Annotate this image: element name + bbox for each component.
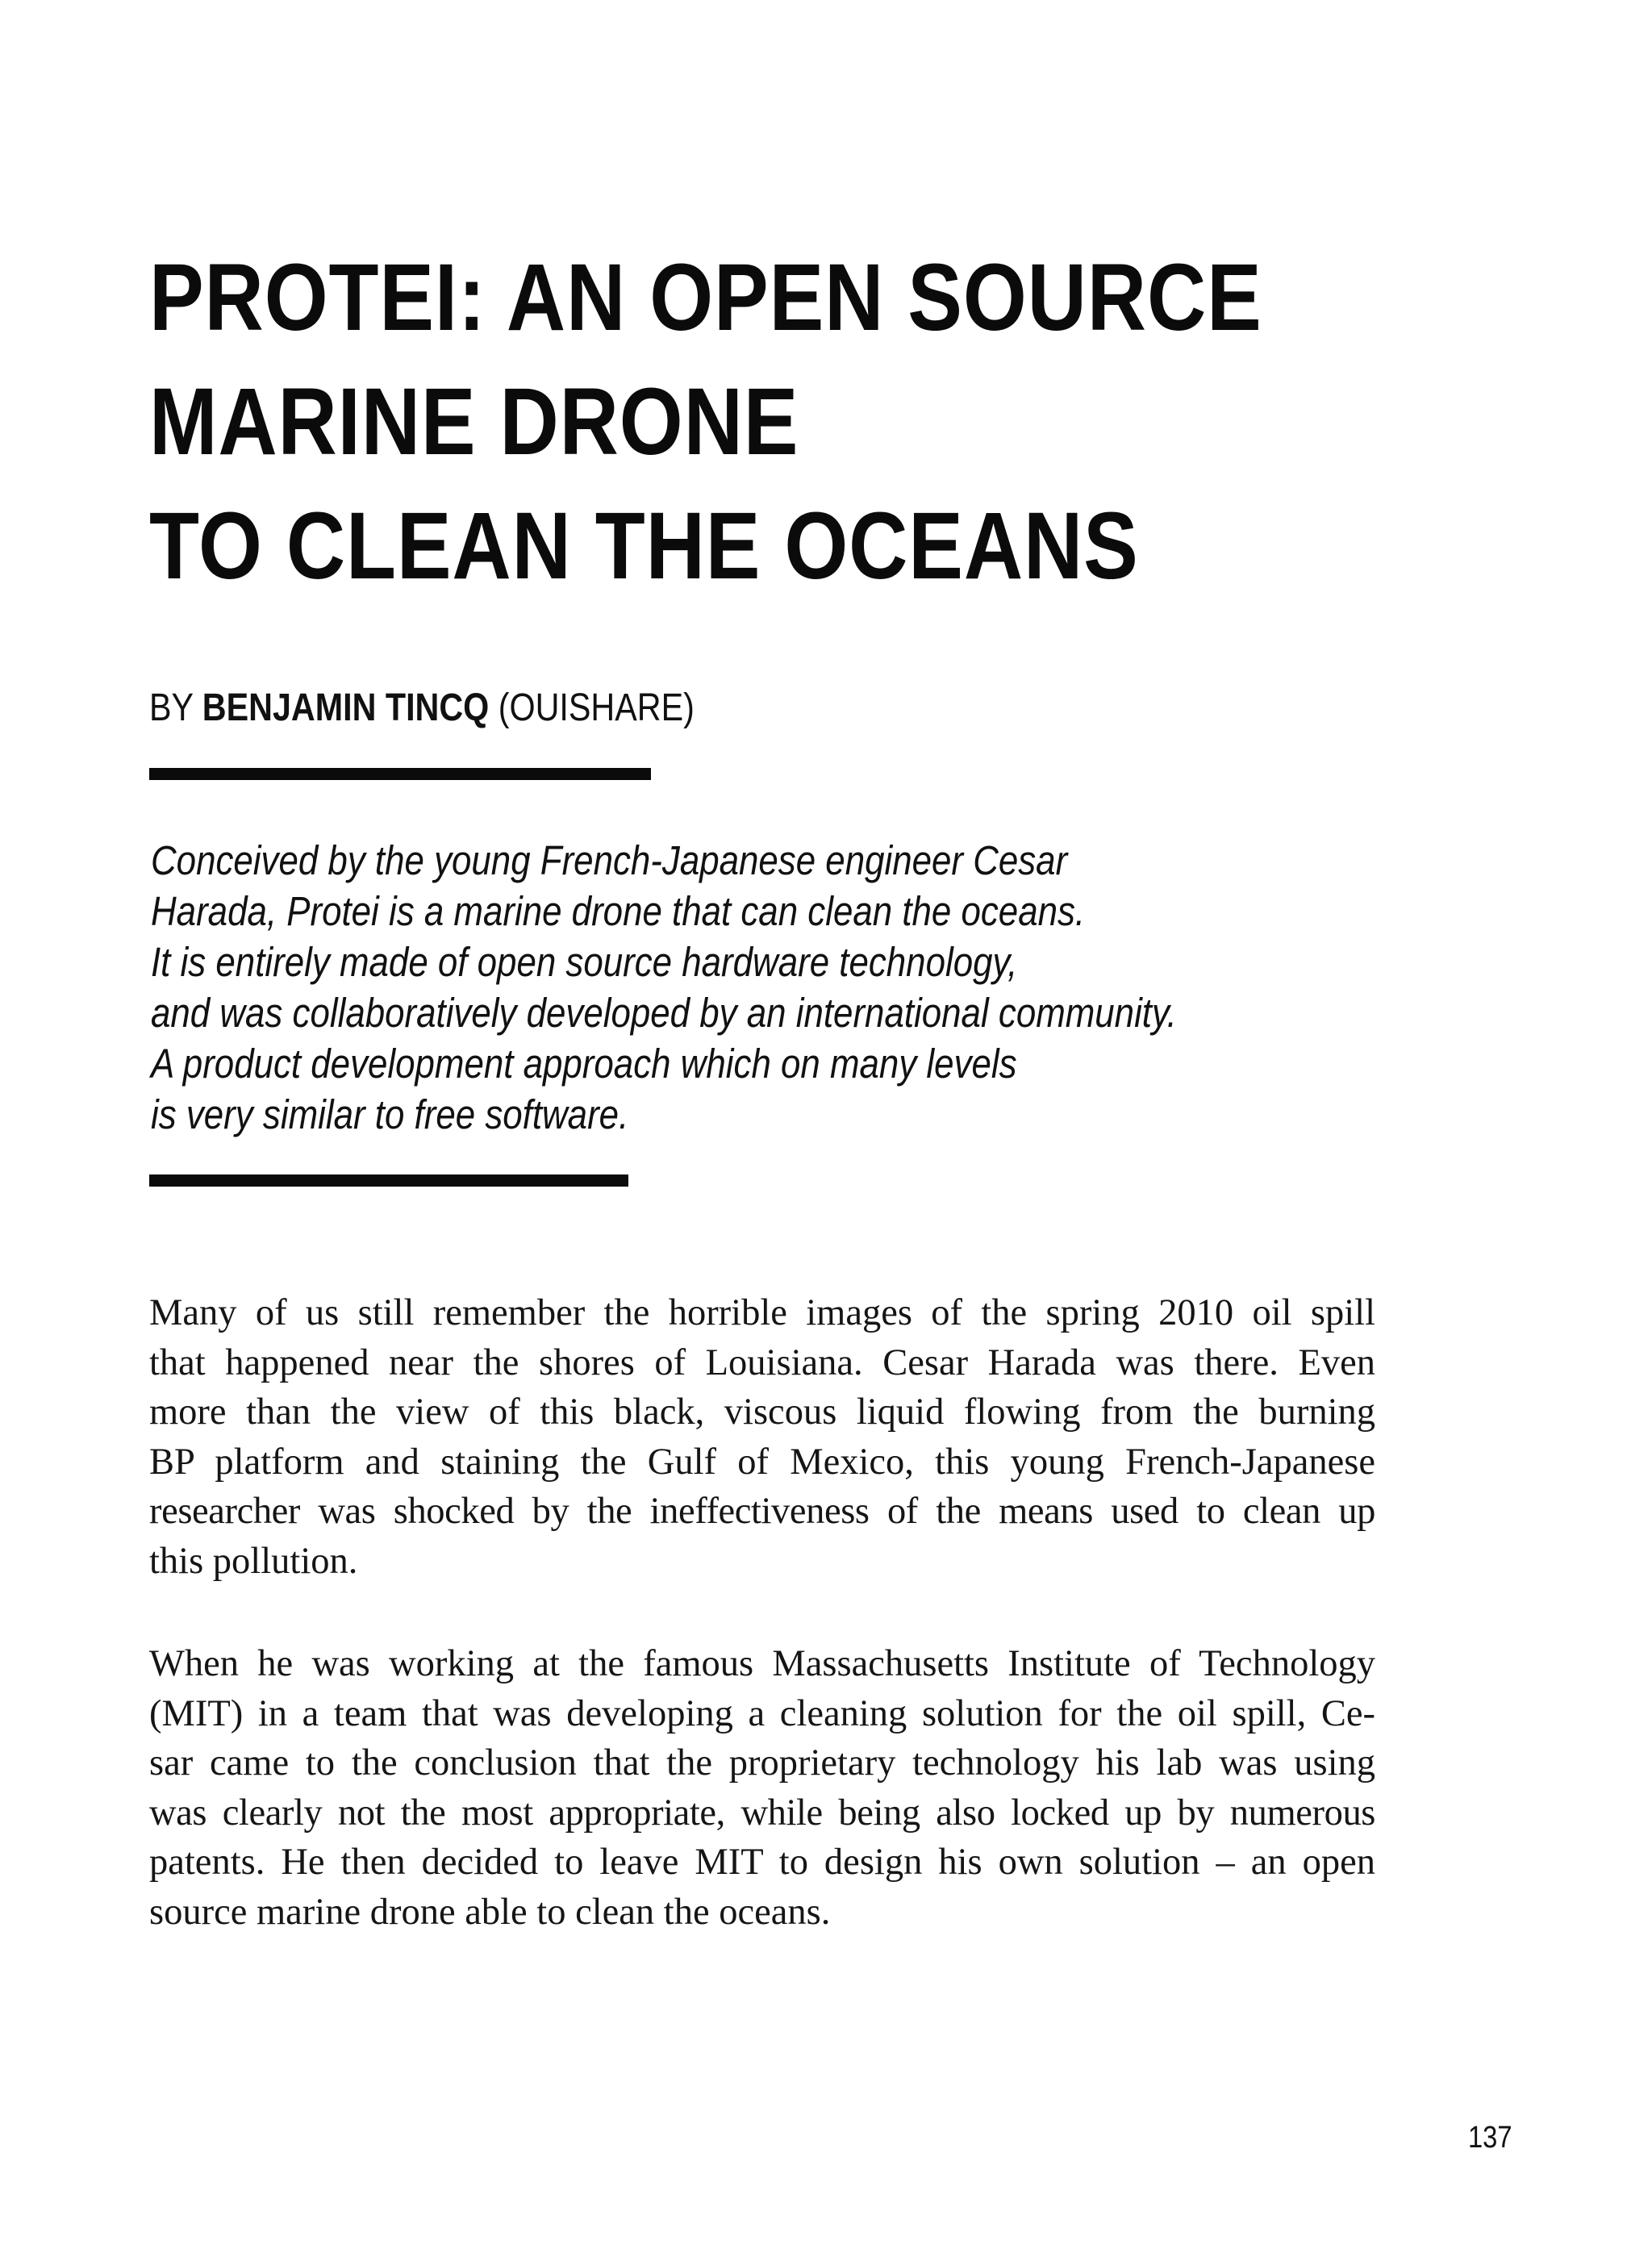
intro-line: It is entirely made of open source hardware technology, — [151, 939, 1018, 985]
author-name: BENJAMIN TINCQ — [202, 686, 490, 729]
byline-prefix: BY — [149, 686, 194, 729]
title-line: TO CLEAN THE OCEANS — [149, 493, 1139, 599]
title-line: PROTEI: AN OPEN SOURCE — [149, 244, 1262, 351]
body-line: (MIT) in a team that was developing a cleaning solution for the oil spill, Ce- — [149, 1692, 1375, 1734]
intro-line: and was collaboratively developed by an international community. — [151, 990, 1177, 1036]
body-line: Many of us still remember the horrible images of the spring 2010 oil spill — [149, 1292, 1375, 1333]
body-line: patents. He then decided to leave MIT to design his own solution – an open — [149, 1842, 1375, 1883]
body-line: sar came to the conclusion that the proprietary technology his lab was using — [149, 1742, 1375, 1784]
body-line: was clearly not the most appropriate, while being also locked up by numerous — [149, 1792, 1375, 1834]
body-line: more than the view of this black, viscous liquid flowing from the burning — [149, 1391, 1375, 1433]
body-paragraph-2 — [149, 1639, 1375, 1937]
intro-text — [151, 835, 1177, 1140]
page-number: 137 — [1468, 2121, 1512, 2155]
intro-line: is very similar to free software. — [151, 1091, 629, 1137]
intro-line: Harada, Protei is a marine drone that can clean the oceans. — [151, 888, 1086, 934]
byline — [149, 684, 695, 732]
body-line: researcher was shocked by the ineffectiveness of the means used to clean up — [149, 1491, 1375, 1532]
body-line: BP platform and staining the Gulf of Mexico, this young French-Japanese — [149, 1441, 1375, 1483]
body-line: source marine drone able to clean the oceans. — [149, 1891, 831, 1933]
body-paragraph-1 — [149, 1288, 1375, 1586]
intro-line: Conceived by the young French-Japanese engineer Cesar — [151, 837, 1068, 883]
body-line: that happened near the shores of Louisiana. Cesar Harada was there. Even — [149, 1341, 1375, 1383]
author-affiliation: (OUISHARE) — [498, 686, 695, 729]
body-line: When he was working at the famous Massachusetts Institute of Technology — [149, 1643, 1375, 1684]
intro-line: A product development approach which on many levels — [151, 1041, 1017, 1087]
body-line: this pollution. — [149, 1540, 358, 1582]
title-line: MARINE DRONE — [149, 369, 799, 475]
divider-top — [149, 768, 651, 780]
article-title — [149, 236, 1262, 608]
divider-bottom — [149, 1174, 628, 1187]
